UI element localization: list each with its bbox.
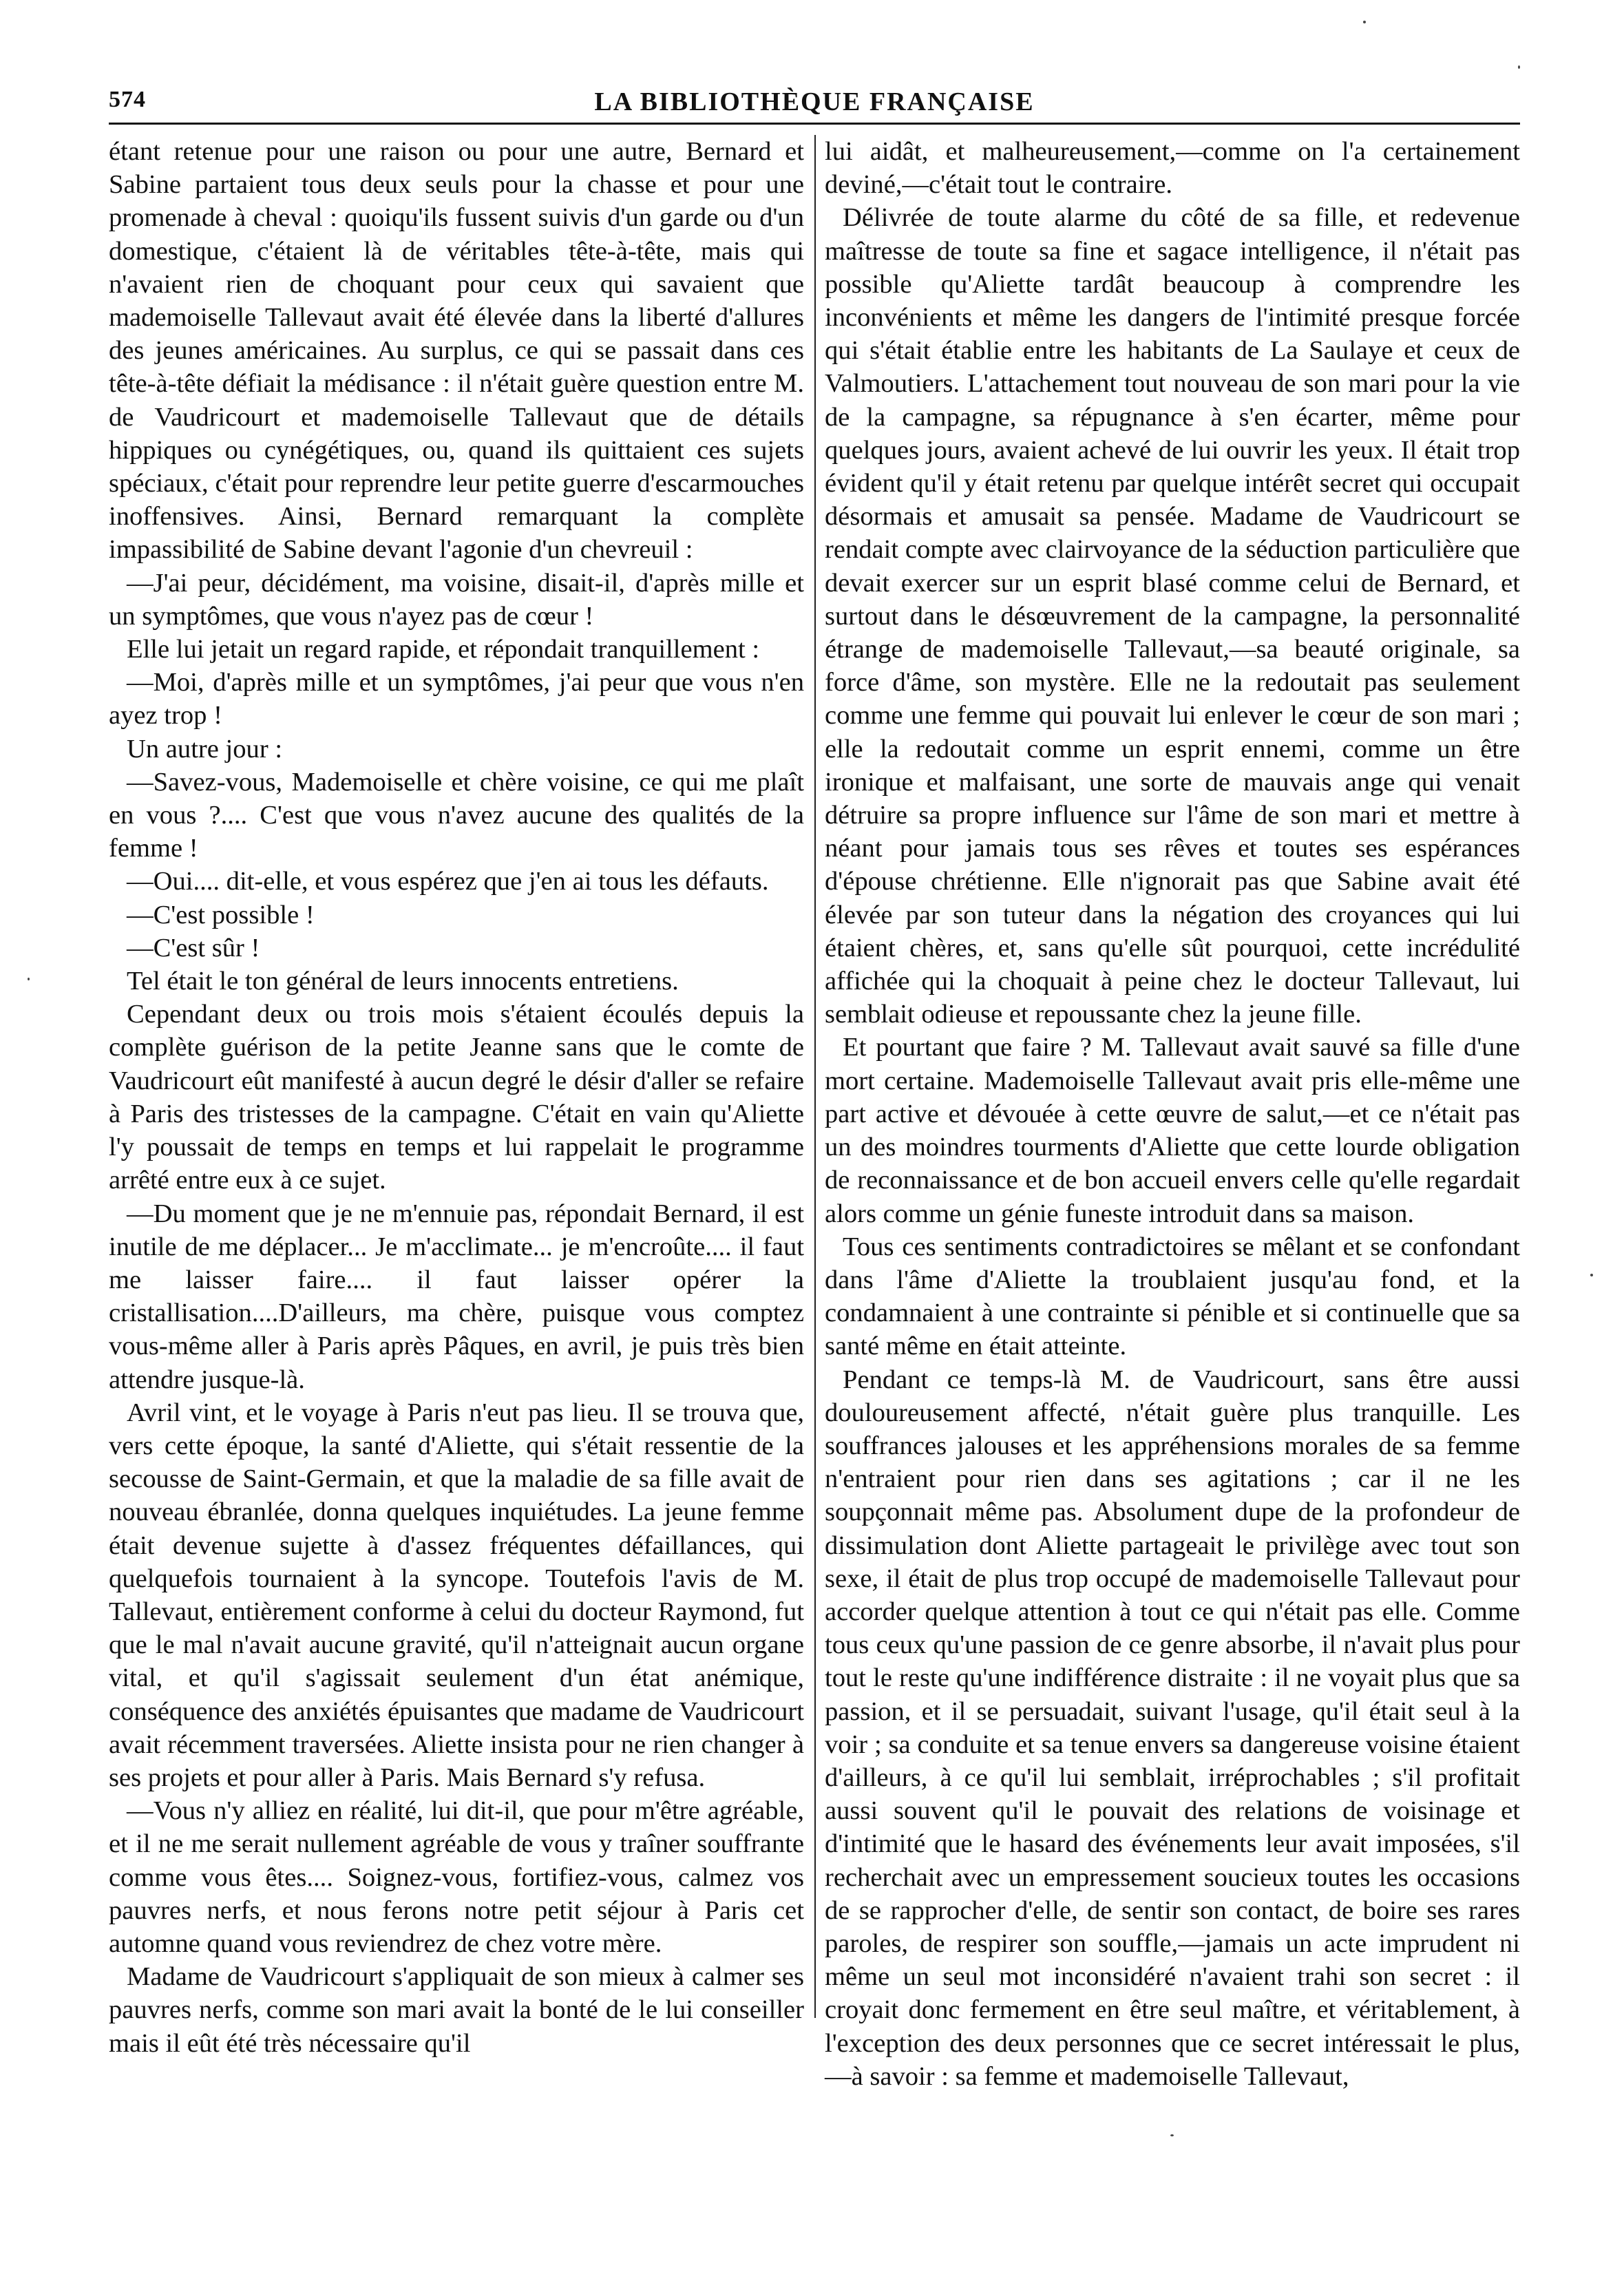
- paragraph: étant retenue pour une raison ou pour une autre, Bernard et Sabine partaient tous deux seuls pour la chasse et pour une promenade à cheval : quoiqu'ils fussent suivis d'un garde ou d'un domestique, c'étaient là de véritables tête-à-tête, mais qui n'avaient rien de choquant pour ceux qui savaient que mademoiselle Tallevaut avait été élevée dans la liberté d'allures des jeunes américaines. Au surplus, ce qui se passait dans ces tête-à-tête défiait la médisance : il n'était guère question entre M. de Vaudricourt et mademoiselle Tallevaut que de détails hippiques ou cynégétiques, ou, quand ils quittaient ces sujets spéciaux, c'était pour reprendre leur petite guerre d'escarmouches inoffensives. Ainsi, Bernard remarquant la complète impassibilité de Sabine devant l'agonie d'un chevreuil :: [109, 137, 804, 565]
- paragraph: —Savez-vous, Mademoiselle et chère voisine, ce qui me plaît en vous ?.... C'est que vous n'avez aucune des qualités de la femme !: [109, 767, 804, 863]
- left-column: [109, 135, 804, 2058]
- print-speck: [1590, 1274, 1593, 1276]
- paragraph: —Vous n'y alliez en réalité, lui dit-il, que pour m'être agréable, et il ne me serait nullement agréable de vous y traîner souffrante comme vous êtes.... Soignez-vous, fortifiez-vous, calmez vos pauvres nerfs, et nous ferons notre petit séjour à Paris cet automne quand vous reviendrez de chez votre mère.: [109, 1796, 804, 1958]
- paragraph: Elle lui jetait un regard rapide, et répondait tranquillement :: [127, 635, 760, 664]
- paragraph: Madame de Vaudricourt s'appliquait de son mieux à calmer ses pauvres nerfs, comme son mari avait la bonté de le lui conseiller mais il eût été très nécessaire qu'il: [109, 1962, 804, 2058]
- paragraph: Et pourtant que faire ? M. Tallevaut avait sauvé sa fille d'une mort certaine. Mademoiselle Tallevaut avait pris elle-même une part active et dévouée à cette œuvre de salut,—et ce n'était pas un des moindres tourments d'Aliette que cette lourde obligation de reconnaissance et de bon accueil envers celle qu'elle regardait alors comme un génie funeste introduit dans sa maison.: [825, 1033, 1520, 1228]
- print-speck: [1363, 21, 1366, 23]
- paragraph: —C'est possible !: [127, 900, 315, 929]
- paragraph: —Du moment que je ne m'ennuie pas, répondait Bernard, il est inutile de me déplacer... Je m'acclimate... je m'encroûte.... il faut me laisser faire.... il faut laisser opérer la cristallisation....D'ailleurs, ma chère, puisque vous comptez vous-même aller à Paris après Pâques, en avril, je puis très bien attendre jusque-là.: [109, 1199, 804, 1394]
- right-column: [825, 135, 1520, 2091]
- paragraph: —J'ai peur, décidément, ma voisine, disait-il, d'après mille et un symptômes, que vous n'ayez pas de cœur !: [109, 568, 804, 631]
- paragraph: Un autre jour :: [127, 734, 283, 764]
- paragraph: Cependant deux ou trois mois s'étaient écoulés depuis la complète guérison de la petite Jeanne sans que le comte de Vaudricourt eût manifesté à aucun degré le désir d'aller se refaire à Paris des tristesses de la campagne. C'était en vain qu'Aliette l'y poussait de temps en temps et lui rappelait le programme arrêté entre eux à ce sujet.: [109, 1000, 804, 1195]
- print-speck: [1518, 65, 1520, 69]
- paragraph: Tous ces sentiments contradictoires se mêlant et se confondant dans l'âme d'Aliette la troublaient jusqu'au fond, et la condamnaient à une contrainte si pénible et si continuelle que sa santé même en était atteinte.: [825, 1232, 1520, 1361]
- running-title: LA BIBLIOTHÈQUE FRANÇAISE: [594, 87, 1035, 116]
- paragraph: Pendant ce temps-là M. de Vaudricourt, sans être aussi douloureusement affecté, n'était guère plus tranquille. Les souffrances jalouses et les appréhensions morales de sa femme n'entraient pour rien dans ses agitations ; car il ne les soupçonnait même pas. Absolument dupe de la profondeur de dissimulation dont Aliette partageait le privilège avec tout son sexe, il était de plus trop occupé de mademoiselle Tallevaut pour accorder quelque attention à tout ce qui n'était pas elle. Comme tous ceux qu'une passion de ce genre absorbe, il n'avait plus pour tout le reste qu'une indifférence distraite : il ne voyait plus que sa passion, et il se persuadait, suivant l'usage, qu'il était seul à la voir ; sa conduite et sa tenue envers sa dangereuse voisine étaient d'ailleurs, à ce qu'il lui semblait, irréprochables ; s'il profitait aussi souvent qu'il le pouvait des relations de voisinage et d'intimité que le hasard des événements leur avait imposées, s'il recherchait avec un empressement soucieux toutes les occasions de se rapprocher d'elle, de sentir son contact, de boire ses rares paroles, de respirer son souffle,—jamais un acte imprudent ni même un seul mot inconsidéré n'avaient trahi son secret : il croyait donc fermement en être seul maître, et véritablement, à l'exception des deux personnes que ce secret intéressait le plus,—à savoir : sa femme et mademoiselle Tallevaut,: [825, 1365, 1520, 2091]
- column-divider: [814, 135, 816, 2018]
- header-rule: [109, 123, 1520, 125]
- paragraph: Tel était le ton général de leurs innocents entretiens.: [127, 967, 679, 996]
- paragraph: Avril vint, et le voyage à Paris n'eut pas lieu. Il se trouva que, vers cette époque, la santé d'Aliette, qui s'était ressentie de la secousse de Saint-Germain, et que la maladie de sa fille avait de nouveau ébranlée, donna quelques inquiétudes. La jeune femme était devenue sujette à d'assez fréquentes défaillances, qui quelquefois tournaient à la syncope. Toutefois l'avis de M. Tallevaut, entièrement conforme à celui du docteur Raymond, fut que le mal n'avait aucune gravité, qu'il n'atteignait aucun organe vital, et qu'il s'agissait seulement d'un état anémique, conséquence des anxiétés épuisantes que madame de Vaudricourt avait récemment traversées. Aliette insista pour ne rien changer à ses projets et pour aller à Paris. Mais Bernard s'y refusa.: [109, 1398, 804, 1792]
- paragraph: —C'est sûr !: [127, 933, 260, 963]
- print-speck: [1170, 2134, 1174, 2136]
- print-speck: [28, 978, 30, 980]
- paragraph: —Oui.... dit-elle, et vous espérez que j'en ai tous les défauts.: [127, 867, 769, 896]
- paragraph: —Moi, d'après mille et un symptômes, j'ai peur que vous n'en ayez trop !: [109, 668, 804, 730]
- page-number: 574: [109, 87, 146, 112]
- paragraph: Délivrée de toute alarme du côté de sa fille, et redevenue maîtresse de toute sa fine et sagace intelligence, il n'était pas possible qu'Aliette tardât beaucoup à comprendre les inconvénients et même les dangers de l'intimité presque forcée qui s'était établie entre les habitants de La Saulaye et ceux de Valmoutiers. L'attachement tout nouveau de son mari pour la vie de la campagne, sa répugnance à s'en écarter, même pour quelques jours, avaient achevé de lui ouvrir les yeux. Il était trop évident qu'il y était retenu par quelque intérêt secret qui occupait désormais et amusait sa pensée. Madame de Vaudricourt se rendait compte avec clairvoyance de la séduction particulière que devait exercer sur un esprit blasé comme celui de Bernard, et surtout dans le désœuvrement de la campagne, la personnalité étrange de mademoiselle Tallevaut,—sa beauté originale, sa force d'âme, son mystère. Elle ne la redoutait pas seulement comme une femme qui pouvait lui enlever le cœur de son mari ; elle la redoutait comme un esprit ennemi, comme un être ironique et malfaisant, une sorte de mauvais ange qui venait détruire sa propre influence sur l'âme de son mari et mettre à néant pour jamais tous ses rêves et toutes ses espérances d'épouse chrétienne. Elle n'ignorait pas que Sabine avait été élevée par son tuteur dans la négation des croyances qui lui étaient chères, et, sans qu'elle sût pourquoi, cette incrédulité affichée qui la choquait à peine chez le docteur Tallevaut, lui semblait odieuse et repoussante chez la jeune fille.: [825, 203, 1520, 1029]
- paragraph: lui aidât, et malheureusement,—comme on l'a certainement deviné,—c'était tout le contraire.: [825, 137, 1520, 200]
